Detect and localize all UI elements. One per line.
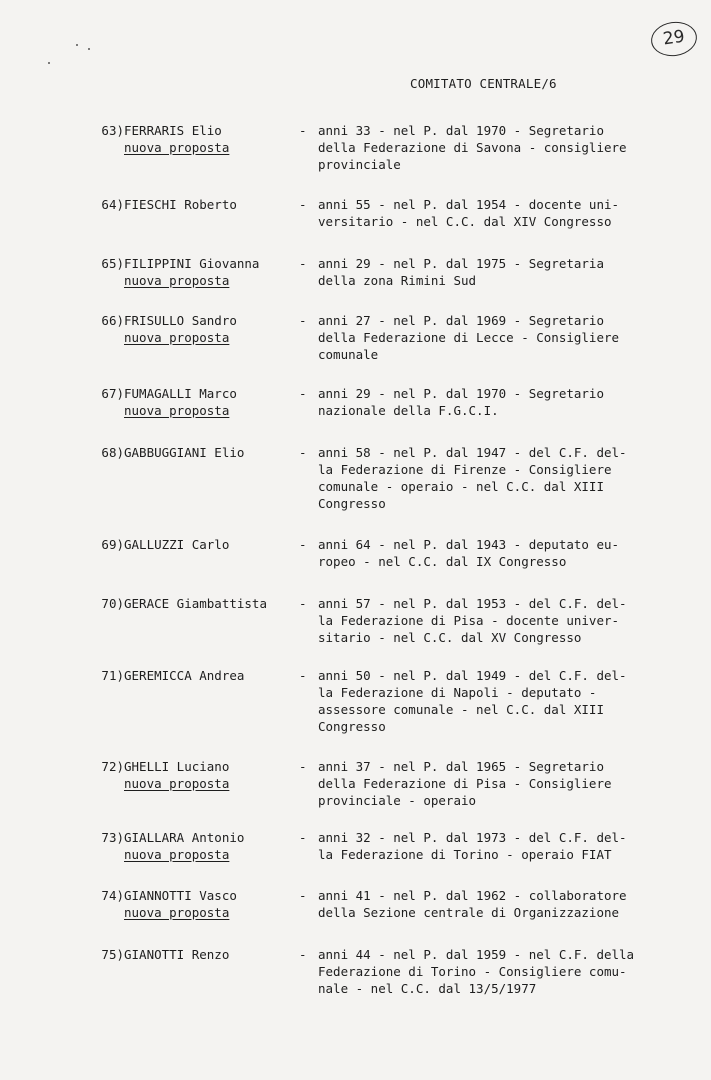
- description-line: anni 44 - nel P. dal 1959 - nel C.F. della: [318, 947, 635, 962]
- description-line: anni 50 - nel P. dal 1949 - del C.F. del-: [318, 668, 627, 683]
- description-line: provinciale - operaio: [318, 793, 477, 808]
- description-line: provinciale: [318, 157, 401, 172]
- description-line: Congresso: [318, 719, 386, 734]
- entry-dash: -: [299, 888, 307, 903]
- description-line: anni 57 - nel P. dal 1953 - del C.F. del-: [318, 596, 627, 611]
- description-line: nazionale della F.G.C.I.: [318, 403, 499, 418]
- entry-dash: -: [299, 313, 307, 328]
- entry-dash: -: [299, 830, 307, 845]
- member-description: [318, 887, 678, 921]
- member-name-block: [124, 312, 294, 346]
- new-proposal-note: nuova proposta: [124, 847, 230, 862]
- member-name-block: [124, 946, 294, 963]
- member-name-block: [124, 122, 294, 156]
- member-description: [318, 255, 678, 289]
- member-description: [318, 444, 678, 512]
- description-line: comunale - operaio - nel C.C. dal XIII: [318, 479, 604, 494]
- description-line: della Federazione di Savona - consigliere: [318, 140, 627, 155]
- member-description: [318, 595, 678, 646]
- scan-speck: [76, 44, 78, 46]
- member-description: [318, 758, 678, 809]
- description-line: anni 55 - nel P. dal 1954 - docente uni-: [318, 197, 620, 212]
- entry-dash: -: [299, 197, 307, 212]
- description-line: la Federazione di Torino - operaio FIAT: [318, 847, 612, 862]
- new-proposal-note: nuova proposta: [124, 273, 230, 288]
- member-name-block: [124, 758, 294, 792]
- description-line: anni 33 - nel P. dal 1970 - Segretario: [318, 123, 604, 138]
- description-line: della Federazione di Pisa - Consigliere: [318, 776, 612, 791]
- description-line: anni 29 - nel P. dal 1970 - Segretario: [318, 386, 604, 401]
- member-name: FRISULLO Sandro: [124, 313, 237, 328]
- entry-dash: -: [299, 445, 307, 460]
- description-line: anni 29 - nel P. dal 1975 - Segretaria: [318, 256, 604, 271]
- member-name-block: [124, 887, 294, 921]
- member-description: [318, 196, 678, 230]
- description-line: anni 37 - nel P. dal 1965 - Segretario: [318, 759, 604, 774]
- member-name: FERRARIS Elio: [124, 123, 222, 138]
- member-description: [318, 312, 678, 363]
- member-name: GEREMICCA Andrea: [124, 668, 245, 683]
- entry-dash: -: [299, 668, 307, 683]
- member-name-block: [124, 255, 294, 289]
- scan-speck: [88, 48, 90, 50]
- new-proposal-note: nuova proposta: [124, 140, 230, 155]
- page-header: COMITATO CENTRALE/6: [410, 76, 557, 91]
- description-line: anni 41 - nel P. dal 1962 - collaboratore: [318, 888, 627, 903]
- member-name-block: [124, 196, 294, 213]
- member-name: GERACE Giambattista: [124, 596, 267, 611]
- description-line: sitario - nel C.C. dal XV Congresso: [318, 630, 582, 645]
- description-line: ropeo - nel C.C. dal IX Congresso: [318, 554, 567, 569]
- entry-number: 73): [101, 830, 124, 845]
- member-name-block: [124, 829, 294, 863]
- new-proposal-note: nuova proposta: [124, 905, 230, 920]
- description-line: della zona Rimini Sud: [318, 273, 477, 288]
- member-name: FIESCHI Roberto: [124, 197, 237, 212]
- member-name: GIANOTTI Renzo: [124, 947, 230, 962]
- entry-dash: -: [299, 759, 307, 774]
- member-description: [318, 536, 678, 570]
- entry-dash: -: [299, 537, 307, 552]
- entry-number: 75): [101, 947, 124, 962]
- description-line: anni 27 - nel P. dal 1969 - Segretario: [318, 313, 604, 328]
- description-line: anni 64 - nel P. dal 1943 - deputato eu-: [318, 537, 620, 552]
- description-line: Congresso: [318, 496, 386, 511]
- member-name-block: [124, 444, 294, 461]
- new-proposal-note: nuova proposta: [124, 403, 230, 418]
- scan-speck: [48, 62, 50, 64]
- member-description: [318, 829, 678, 863]
- description-line: anni 58 - nel P. dal 1947 - del C.F. del-: [318, 445, 627, 460]
- member-description: [318, 667, 678, 735]
- entry-dash: -: [299, 123, 307, 138]
- entry-number: 72): [101, 759, 124, 774]
- entry-dash: -: [299, 256, 307, 271]
- description-line: assessore comunale - nel C.C. dal XIII: [318, 702, 604, 717]
- description-line: la Federazione di Pisa - docente univer-: [318, 613, 620, 628]
- entry-number: 66): [101, 313, 124, 328]
- description-line: nale - nel C.C. dal 13/5/1977: [318, 981, 537, 996]
- entry-number: 64): [101, 197, 124, 212]
- entry-number: 63): [101, 123, 124, 138]
- entry-number: 68): [101, 445, 124, 460]
- description-line: della Federazione di Lecce - Consigliere: [318, 330, 620, 345]
- description-line: versitario - nel C.C. dal XIV Congresso: [318, 214, 612, 229]
- member-name-block: [124, 667, 294, 684]
- member-name-block: [124, 385, 294, 419]
- description-line: la Federazione di Firenze - Consigliere: [318, 462, 612, 477]
- entry-number: 65): [101, 256, 124, 271]
- member-name-block: [124, 536, 294, 553]
- entry-dash: -: [299, 947, 307, 962]
- description-line: Federazione di Torino - Consigliere comu-: [318, 964, 627, 979]
- entry-number: 69): [101, 537, 124, 552]
- member-name: GALLUZZI Carlo: [124, 537, 230, 552]
- description-line: della Sezione centrale di Organizzazione: [318, 905, 620, 920]
- entry-dash: -: [299, 386, 307, 401]
- description-line: la Federazione di Napoli - deputato -: [318, 685, 597, 700]
- entry-number: 67): [101, 386, 124, 401]
- entry-number: 71): [101, 668, 124, 683]
- member-name: FUMAGALLI Marco: [124, 386, 237, 401]
- page-number: 29: [649, 19, 699, 59]
- entry-number: 74): [101, 888, 124, 903]
- member-name: GIANNOTTI Vasco: [124, 888, 237, 903]
- description-line: comunale: [318, 347, 379, 362]
- member-name-block: [124, 595, 294, 612]
- new-proposal-note: nuova proposta: [124, 330, 230, 345]
- member-name: GABBUGGIANI Elio: [124, 445, 245, 460]
- member-description: [318, 385, 678, 419]
- member-description: [318, 946, 678, 997]
- member-name: GIALLARA Antonio: [124, 830, 245, 845]
- member-name: GHELLI Luciano: [124, 759, 230, 774]
- member-description: [318, 122, 678, 173]
- entry-number: 70): [101, 596, 124, 611]
- description-line: anni 32 - nel P. dal 1973 - del C.F. del-: [318, 830, 627, 845]
- new-proposal-note: nuova proposta: [124, 776, 230, 791]
- member-name: FILIPPINI Giovanna: [124, 256, 260, 271]
- entry-dash: -: [299, 596, 307, 611]
